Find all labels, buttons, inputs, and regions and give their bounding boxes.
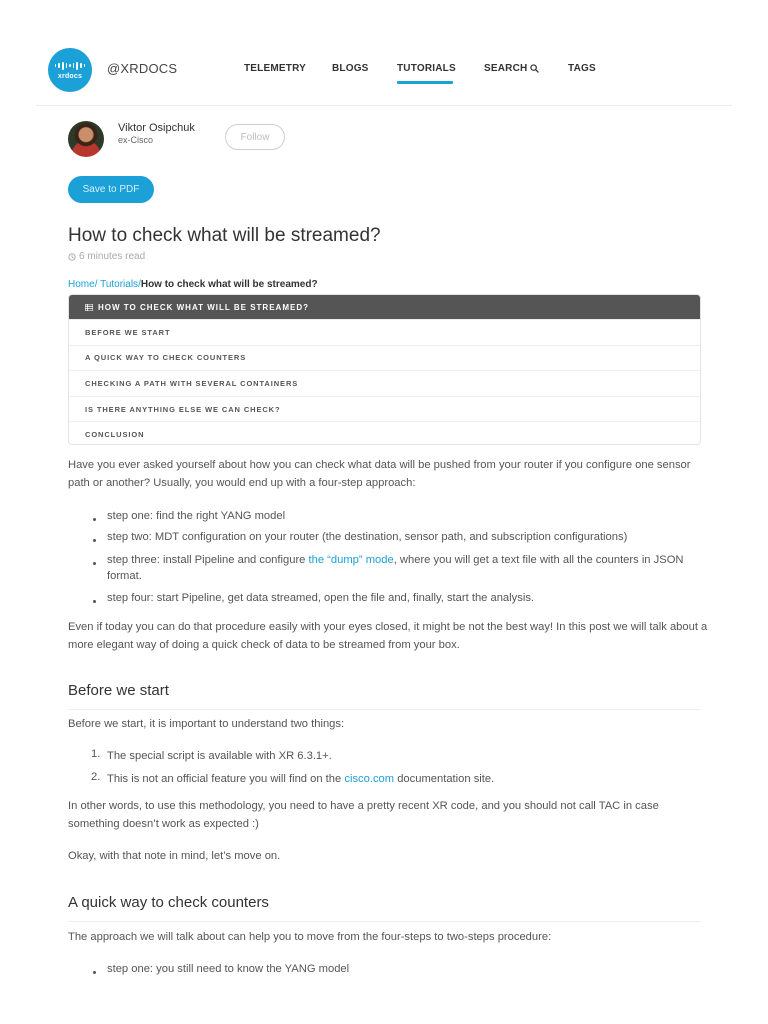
breadcrumb-sep: / [138,279,141,290]
dump-mode-link[interactable]: the “dump” mode [308,554,394,566]
list-item: step four: start Pipeline, get data streamed, open the file and, finally, start the analysis. [107,592,535,604]
bullet [93,518,96,521]
search-icon [530,64,539,73]
toc-item-conclusion[interactable]: CONCLUSION [69,421,700,445]
read-time [68,251,145,262]
site-header [36,0,732,106]
bullet [93,600,96,603]
nav-search[interactable] [484,63,539,74]
step-three-text: step three: install Pipeline and configure [107,554,309,566]
intro-paragraph: Have you ever asked yourself about how you can check what data will be pushed from your router if you configure one sensor path or another? Usually, you would end up with a four-step approach: [68,459,691,489]
list-item: step one: you still need to know the YANG model [107,963,350,975]
list-number: 1. [91,748,101,760]
clock-icon [68,253,76,261]
table-of-contents [68,294,701,445]
toc-item-before-we-start[interactable]: BEFORE WE START [69,319,700,345]
active-nav-indicator [397,81,453,84]
list-text-end: documentation site. [394,773,495,785]
save-to-pdf-button[interactable]: Save to PDF [68,176,154,203]
list-icon [85,304,93,311]
author-avatar[interactable] [68,121,104,157]
toc-item-anything-else[interactable]: IS THERE ANYTHING ELSE WE CAN CHECK? [69,396,700,422]
section-heading-before-we-start: Before we start [68,682,169,699]
cisco-link[interactable]: cisco.com [344,773,395,785]
breadcrumb-tutorials[interactable]: Tutorials [100,279,139,290]
list-item: The special script is available with XR 6.3.1+. [107,750,332,762]
list-item [107,552,707,584]
nav-tags[interactable]: TAGS [568,63,596,74]
nav-search-label: SEARCH [484,63,528,74]
step-three-text-end: , where you will get a text file with all the counters in JSON format. [107,554,684,582]
breadcrumb-home[interactable]: Home [68,279,95,290]
list-text: This is not an official feature you will find on the [107,773,345,785]
paragraph: In other words, to use this methodology, you need to have a pretty recent XR code, and you should not call TAC in case something doesn’t work as expected :) [68,800,659,830]
nav-tutorials[interactable]: TUTORIALS [397,63,456,74]
list-number: 2. [91,771,101,783]
toc-header [69,295,700,319]
list-item: step one: find the right YANG model [107,510,286,522]
bullet [93,971,96,974]
brand-link[interactable]: @XRDOCS [107,61,178,76]
breadcrumb-sep: / [94,279,98,290]
list-item [107,771,707,787]
logo-text: xrdocs [57,72,83,80]
list-item: step two: MDT configuration on your router (the destination, sensor path, and subscription configurations) [107,531,628,543]
bullet [93,562,96,565]
paragraph: The approach we will talk about can help you to move from the four-steps to two-steps procedure: [68,931,552,943]
toc-item-several-containers[interactable]: CHECKING A PATH WITH SEVERAL CONTAINERS [69,370,700,396]
breadcrumb [68,279,318,290]
author-affiliation: ex-Cisco [118,135,154,145]
toc-item-quick-way[interactable]: A QUICK WAY TO CHECK COUNTERS [69,345,700,371]
page-title: How to check what will be streamed? [68,225,381,246]
read-time-text: 6 minutes read [79,251,146,262]
xrdocs-logo[interactable] [48,48,92,92]
follow-button[interactable]: Follow [225,124,285,150]
paragraph: Before we start, it is important to understand two things: [68,718,345,730]
section-heading-quick-way: A quick way to check counters [68,894,269,911]
paragraph: Even if today you can do that procedure easily with your eyes closed, it might be not the best way! In this post we will talk about a more elegant way of doing a quick check of data to be streamed from your box. [68,621,708,651]
toc-header-text: HOW TO CHECK WHAT WILL BE STREAMED? [98,302,309,312]
divider [68,921,701,922]
nav-telemetry[interactable]: TELEMETRY [244,63,306,74]
author-name[interactable]: Viktor Osipchuk [118,122,195,134]
nav-blogs[interactable]: BLOGS [332,63,369,74]
breadcrumb-current: How to check what will be streamed? [140,279,318,290]
paragraph: Okay, with that note in mind, let’s move on. [68,850,281,862]
divider [68,709,701,710]
cisco-bars-icon [55,61,85,71]
bullet [93,539,96,542]
